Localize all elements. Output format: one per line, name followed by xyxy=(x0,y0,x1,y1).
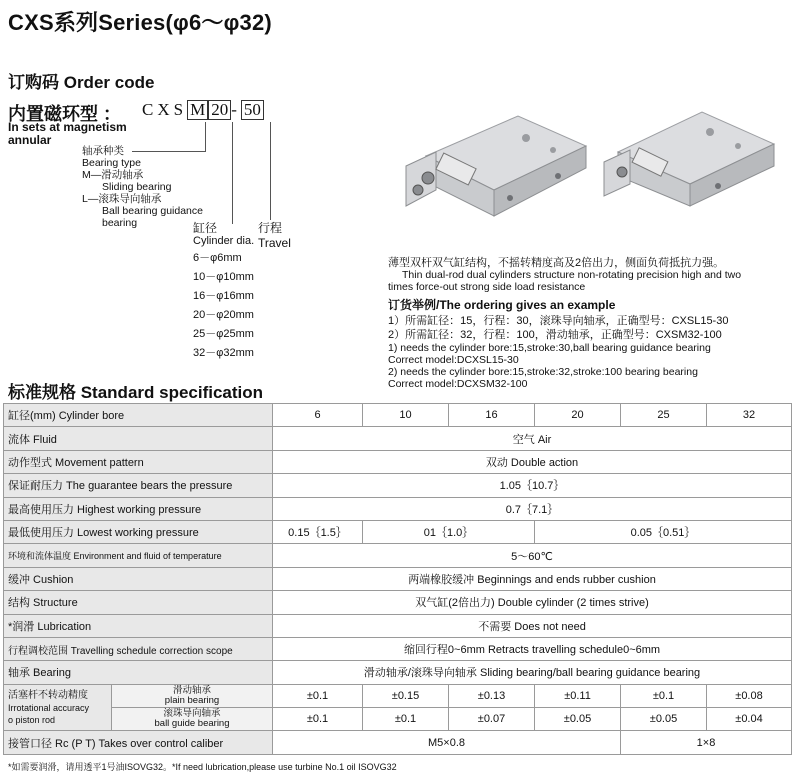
bore-option: 25－φ25mm xyxy=(193,328,254,340)
bearing-l-en1: Ball bearing guidance xyxy=(102,205,203,217)
spec-row-cushion xyxy=(4,567,792,590)
model-label: 内置磁环型 ： xyxy=(8,104,122,124)
description-en2: times force-out strong side load resistance xyxy=(388,281,586,293)
lowest-value: 0.05｛0.51｝ xyxy=(535,520,792,543)
bore-value: 32 xyxy=(707,404,792,427)
lubrication-value: 不需要 Does not need xyxy=(273,614,792,637)
bearing-leader-horizontal xyxy=(132,151,205,152)
spec-row-lowest xyxy=(4,520,792,543)
spec-row-fluid xyxy=(4,427,792,450)
bearing-m-cn: M—滑动轴承 xyxy=(82,169,144,181)
ball-accuracy-value: ±0.05 xyxy=(535,708,621,731)
bore-option: 16－φ16mm xyxy=(193,290,254,302)
model-code xyxy=(142,100,264,120)
guarantee-value: 1.05｛10.7｝ xyxy=(273,474,792,497)
example-en2b: Correct model:DCXSM32-100 xyxy=(388,378,528,390)
bearing-options xyxy=(82,169,203,229)
cushion-label: 缓冲 Cushion xyxy=(4,567,273,590)
bore-value: 25 xyxy=(621,404,707,427)
example-en1: 1) needs the cylinder bore:15,stroke:30,ball bearing guidance bearing xyxy=(388,342,711,354)
bore-option: 6－φ6mm xyxy=(193,252,242,264)
ball-accuracy-value: ±0.1 xyxy=(363,708,449,731)
product-description xyxy=(388,257,741,293)
example-heading: 订货举例/The ordering gives an example xyxy=(388,298,616,312)
guarantee-label: 保证耐压力 The guarantee bears the pressure xyxy=(4,474,273,497)
example-cn2: 2）所需缸径：32，行程：100，滑动轴承，正确型号：CXSM32-100 xyxy=(388,329,722,341)
travel-scope-label: 行程调校范围 Travelling schedule correction scope xyxy=(4,637,273,660)
bore-cn: 缸径 xyxy=(193,221,218,235)
spec-row-lubrication xyxy=(4,614,792,637)
spec-row-travel xyxy=(4,637,792,660)
bearing-type-box: M xyxy=(187,100,208,120)
plain-accuracy-value: ±0.1 xyxy=(273,684,363,707)
magnet-note-line2: annular xyxy=(8,133,52,147)
example-en1b: Correct model:DCXSL15-30 xyxy=(388,354,519,366)
bearing-l-cn: L—滚珠导向轴承 xyxy=(82,193,162,205)
spec-row-port xyxy=(4,731,792,754)
lowest-value: 0.15｛1.5｝ xyxy=(273,520,363,543)
highest-label: 最高使用压力 Highest working pressure xyxy=(4,497,273,520)
bearing-label: 轴承 Bearing xyxy=(4,661,273,684)
cylinder-photo-back xyxy=(598,92,788,212)
bore-box: 20 xyxy=(208,100,231,120)
spec-row-environment xyxy=(4,544,792,567)
highest-value: 0.7｛7.1｝ xyxy=(273,497,792,520)
bore-en: Cylinder dia. xyxy=(193,235,255,247)
bore-value: 20 xyxy=(535,404,621,427)
bearing-type-cn: 轴承种类 xyxy=(82,145,124,157)
lubrication-label: *润滑 Lubrication xyxy=(4,614,273,637)
movement-value: 双动 Double action xyxy=(273,450,792,473)
plain-accuracy-value: ±0.08 xyxy=(707,684,792,707)
bearing-value: 滑动轴承/滚珠导向轴承 Sliding bearing/ball bearing guidance bearing xyxy=(273,661,792,684)
lowest-value: 01｛1.0｝ xyxy=(363,520,535,543)
ball-bearing-cn: 滚珠导向轴承 xyxy=(163,708,221,720)
model-separator: - xyxy=(231,100,241,119)
travel-en: Travel xyxy=(258,236,291,250)
spec-row-movement xyxy=(4,450,792,473)
spec-heading: 标准规格 Standard specification xyxy=(8,383,264,402)
spec-row-bearing xyxy=(4,661,792,684)
bearing-m-en: Sliding bearing xyxy=(102,181,172,193)
spec-row-accuracy-ball xyxy=(4,708,792,731)
accuracy-label-en2: o piston rod xyxy=(8,714,56,725)
plain-accuracy-value: ±0.1 xyxy=(621,684,707,707)
travel-box: 50 xyxy=(241,100,264,120)
port-value: M5×0.8 xyxy=(273,731,621,754)
bore-value: 10 xyxy=(363,404,449,427)
ball-accuracy-value: ±0.05 xyxy=(621,708,707,731)
plain-accuracy-value: ±0.13 xyxy=(449,684,535,707)
magnet-note-line1: In sets at magnetism xyxy=(8,120,127,134)
ball-accuracy-value: ±0.04 xyxy=(707,708,792,731)
lowest-label: 最低使用压力 Lowest working pressure xyxy=(4,520,273,543)
bore-option: 20－φ20mm xyxy=(193,309,254,321)
spec-table xyxy=(3,403,792,755)
travel-cn: 行程 xyxy=(258,221,283,235)
plain-accuracy-value: ±0.15 xyxy=(363,684,449,707)
travel-leader-line xyxy=(270,122,271,220)
bore-leader-line xyxy=(232,122,233,224)
spec-row-accuracy-plain xyxy=(4,684,792,707)
ball-bearing-label xyxy=(112,708,273,731)
accuracy-label-en1: Irrotational accuracy xyxy=(8,702,90,713)
bearing-leader-line xyxy=(205,122,206,152)
travel-label xyxy=(258,222,291,250)
description-en1: Thin dual-rod dual cylinders structure non-rotating precision high and two xyxy=(402,269,742,281)
fluid-value: 空气 Air xyxy=(273,427,792,450)
bore-option: 10－φ10mm xyxy=(193,271,254,283)
env-value: 5～60℃ xyxy=(273,544,792,567)
env-label: 环境和流体温度 Environment and fluid of temperature xyxy=(4,544,273,567)
spec-row-guarantee xyxy=(4,474,792,497)
bearing-type-block xyxy=(82,145,141,169)
magnet-note xyxy=(8,121,127,147)
spec-row-bore xyxy=(4,404,792,427)
ball-bearing-en: ball guide bearing xyxy=(154,718,230,730)
bore-option: 32－φ32mm xyxy=(193,347,254,359)
ball-accuracy-value: ±0.1 xyxy=(273,708,363,731)
spec-row-structure xyxy=(4,591,792,614)
structure-label: 结构 Structure xyxy=(4,591,273,614)
page-title: CXS系列Series(φ6～φ32) xyxy=(8,10,272,35)
lubrication-footnote: *如需要润滑，请用透平1号油ISOVG32。*If need lubrication,please use turbine No.1 oil ISOVG32 xyxy=(8,762,397,772)
cylinder-photo-front xyxy=(398,98,588,228)
description-cn: 薄型双杆双气缸结构，不摇转精度高及2倍出力，侧面负荷抵抗力强。 xyxy=(388,257,725,269)
bearing-l-en2: bearing xyxy=(102,217,138,229)
port-value: 1×8 xyxy=(621,731,792,754)
plain-bearing-cn: 滑动轴承 xyxy=(173,684,212,696)
order-code-heading: 订购码 Order code xyxy=(8,73,155,92)
spec-row-highest xyxy=(4,497,792,520)
bore-options xyxy=(193,222,254,363)
plain-bearing-label xyxy=(112,684,273,707)
example-cn1: 1）所需缸径：15，行程：30，滚珠导向轴承，正确型号：CXSL15-30 xyxy=(388,315,729,327)
port-label: 接管口径 Rc (P T) Takes over control caliber xyxy=(4,731,273,754)
accuracy-label-cn: 活塞杆不转动精度 xyxy=(8,689,88,701)
model-prefix: CXS xyxy=(142,100,188,119)
ordering-example xyxy=(388,299,728,390)
movement-label: 动作型式 Movement pattern xyxy=(4,450,273,473)
bore-value: 16 xyxy=(449,404,535,427)
accuracy-label xyxy=(4,684,112,731)
plain-accuracy-value: ±0.11 xyxy=(535,684,621,707)
fluid-label: 流体 Fluid xyxy=(4,427,273,450)
plain-bearing-en: plain bearing xyxy=(164,694,220,706)
bore-label: 缸径(mm) Cylinder bore xyxy=(4,404,273,427)
bearing-type-en: Bearing type xyxy=(82,157,141,169)
example-en2: 2) needs the cylinder bore:15,stroke:32,stroke:100 bearing bearing xyxy=(388,366,698,378)
structure-value: 双气缸(2倍出力) Double cylinder (2 times strive) xyxy=(273,591,792,614)
ball-accuracy-value: ±0.07 xyxy=(449,708,535,731)
bore-value: 6 xyxy=(273,404,363,427)
travel-scope-value: 缩回行程0~6mm Retracts travelling schedule0~6mm xyxy=(273,637,792,660)
cushion-value: 两端橡胶缓冲 Beginnings and ends rubber cushion xyxy=(273,567,792,590)
